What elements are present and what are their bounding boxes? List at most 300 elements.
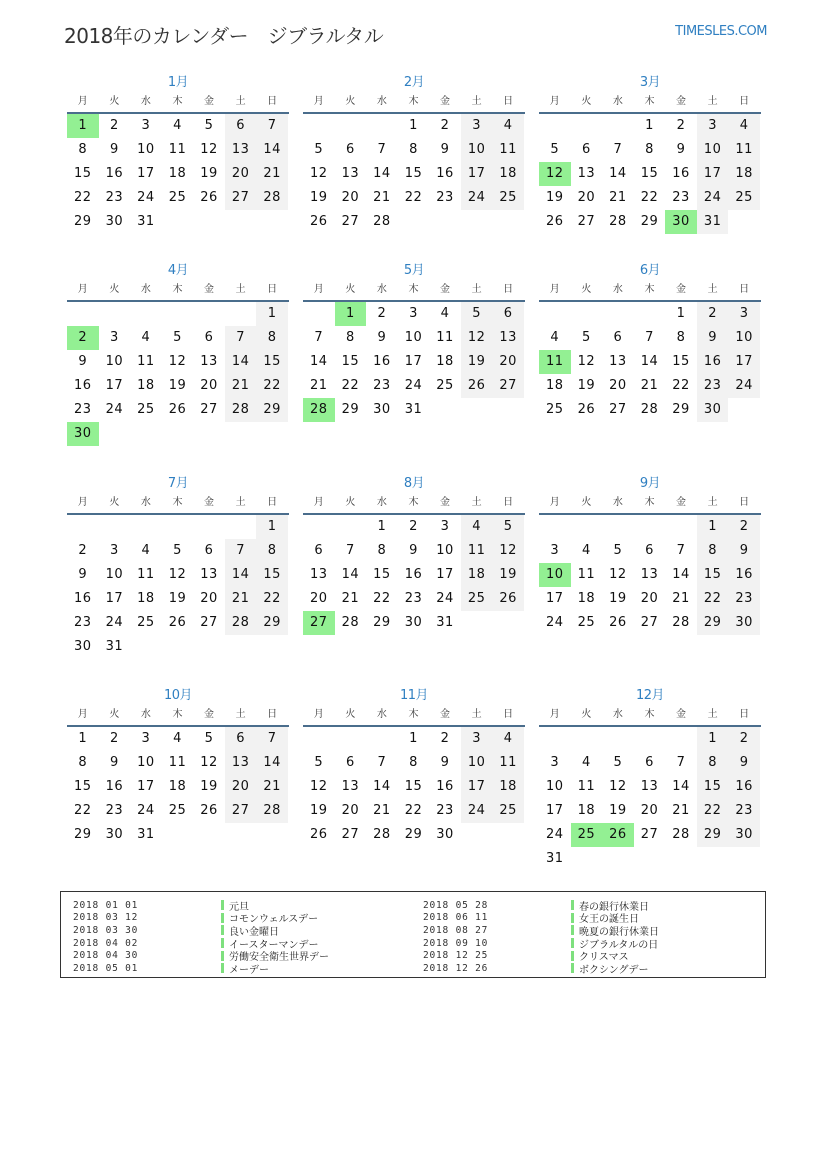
- day-cell: 13: [341, 166, 360, 181]
- day-cell: 4: [728, 114, 760, 138]
- holiday-name: 女王の誕生日: [579, 914, 639, 926]
- empty-day-cell: [256, 823, 288, 847]
- day-cell: 27: [609, 402, 627, 417]
- holiday-date: 2018 03 12: [73, 912, 139, 924]
- empty-day-cell: [634, 847, 666, 871]
- day-cell: 5: [314, 755, 324, 770]
- holiday-name: ジブラルタルの日: [579, 939, 659, 951]
- weekday-label: 月: [77, 497, 88, 508]
- weekday-label: 金: [204, 96, 215, 107]
- day-cell: 24: [436, 591, 454, 606]
- day-cell: 2: [728, 727, 760, 751]
- day-cell: 17: [728, 350, 760, 374]
- week-row: [67, 162, 289, 186]
- weekday-label: 火: [581, 497, 592, 508]
- day-cell: 12: [310, 166, 328, 181]
- month-block: [539, 475, 761, 635]
- day-cell: 8: [409, 142, 418, 157]
- day-cell: 9: [728, 751, 760, 775]
- weekday-label: 水: [376, 284, 387, 295]
- month-block: [303, 74, 525, 234]
- day-cell: 6: [613, 330, 623, 345]
- day-cell: 14: [310, 354, 328, 369]
- day-cell: 11: [436, 330, 454, 345]
- empty-day-cell: [602, 727, 634, 751]
- day-cell: 8: [256, 326, 288, 350]
- day-cell: 28: [609, 214, 627, 229]
- weekday-label: 月: [313, 284, 324, 295]
- holiday-marker: [571, 925, 574, 935]
- day-cell: 10: [105, 354, 124, 369]
- week-row: [539, 114, 761, 138]
- day-cell: 8: [256, 539, 288, 563]
- week-row: [303, 515, 525, 539]
- holiday-marker: [571, 913, 574, 923]
- weekday-label: 木: [172, 709, 183, 720]
- weekday-label: 金: [204, 284, 215, 295]
- holiday-day-cell: 27: [303, 611, 335, 635]
- site-link[interactable]: TIMESLES.COM: [675, 24, 767, 39]
- empty-day-cell: [728, 210, 760, 234]
- day-cell: 4: [581, 755, 591, 770]
- day-cell: 23: [404, 591, 423, 606]
- day-cell: 19: [168, 378, 187, 393]
- week-row: [303, 563, 525, 587]
- day-cell: 6: [492, 302, 524, 326]
- week-row: [539, 138, 761, 162]
- day-cell: 7: [377, 142, 387, 157]
- day-cell: 16: [105, 166, 124, 181]
- day-cell: 5: [492, 515, 524, 539]
- empty-day-cell: [461, 210, 493, 234]
- day-cell: 22: [256, 587, 288, 611]
- day-cell: 3: [409, 306, 418, 321]
- weekday-label: 木: [644, 96, 655, 107]
- day-cell: 27: [640, 827, 659, 842]
- empty-day-cell: [130, 422, 162, 446]
- day-cell: 6: [645, 755, 654, 770]
- day-cell: 19: [609, 591, 627, 606]
- empty-day-cell: [728, 398, 760, 422]
- day-cell: 9: [440, 142, 450, 157]
- month-block: [539, 262, 761, 422]
- day-cell: 10: [546, 779, 564, 794]
- day-cell: 9: [109, 142, 119, 157]
- day-cell: 29: [697, 823, 729, 847]
- weekday-label: 日: [739, 709, 750, 720]
- day-cell: 18: [137, 591, 155, 606]
- week-row: [67, 823, 289, 847]
- month-block: [67, 262, 289, 446]
- day-cell: 23: [373, 378, 391, 393]
- week-row: [67, 138, 289, 162]
- day-cell: 22: [341, 378, 360, 393]
- weekday-label: 月: [77, 96, 88, 107]
- holiday-day-cell: 10: [539, 563, 571, 587]
- day-cell: 4: [550, 330, 560, 345]
- day-cell: 26: [609, 615, 627, 630]
- day-cell: 8: [645, 142, 654, 157]
- empty-day-cell: [571, 515, 603, 539]
- day-cell: 26: [577, 402, 596, 417]
- empty-day-cell: [634, 727, 666, 751]
- day-cell: 4: [492, 114, 524, 138]
- day-cell: 15: [74, 779, 92, 794]
- day-cell: 12: [577, 354, 596, 369]
- day-cell: 30: [728, 823, 760, 847]
- day-cell: 21: [341, 591, 360, 606]
- day-cell: 21: [373, 803, 391, 818]
- day-cell: 29: [256, 398, 288, 422]
- holiday-date: 2018 06 11: [423, 912, 489, 924]
- holiday-day-cell: 1: [335, 302, 367, 326]
- day-cell: 24: [404, 378, 423, 393]
- day-cell: 28: [672, 615, 690, 630]
- empty-day-cell: [225, 422, 257, 446]
- empty-day-cell: [303, 114, 335, 138]
- day-cell: 1: [409, 118, 418, 133]
- day-cell: 3: [141, 118, 151, 133]
- day-cell: 31: [697, 210, 729, 234]
- day-cell: 28: [225, 611, 257, 635]
- day-cell: 4: [141, 330, 151, 345]
- empty-day-cell: [539, 114, 571, 138]
- day-cell: 17: [105, 591, 124, 606]
- day-cell: 15: [74, 166, 92, 181]
- day-cell: 24: [697, 186, 729, 210]
- day-cell: 2: [78, 543, 88, 558]
- day-cell: 13: [310, 567, 328, 582]
- day-cell: 13: [640, 779, 659, 794]
- day-cell: 20: [492, 350, 524, 374]
- day-cell: 17: [404, 354, 423, 369]
- day-cell: 16: [105, 779, 124, 794]
- day-cell: 31: [436, 615, 454, 630]
- day-cell: 27: [341, 827, 360, 842]
- day-cell: 4: [440, 306, 450, 321]
- weekday-label: 日: [503, 96, 514, 107]
- day-cell: 6: [581, 142, 591, 157]
- week-row: [539, 326, 761, 350]
- day-cell: 6: [204, 543, 214, 558]
- weekday-label: 土: [235, 96, 246, 107]
- day-cell: 30: [105, 827, 124, 842]
- day-cell: 9: [409, 543, 418, 558]
- day-cell: 3: [109, 543, 119, 558]
- day-cell: 4: [492, 727, 524, 751]
- weekday-label: 金: [440, 96, 451, 107]
- holiday-legend-column: [73, 899, 329, 975]
- day-cell: 20: [225, 162, 257, 186]
- day-cell: 31: [546, 851, 564, 866]
- week-row: [303, 326, 525, 350]
- day-cell: 3: [550, 755, 560, 770]
- day-cell: 25: [168, 803, 187, 818]
- holiday-marker: [221, 925, 224, 935]
- day-cell: 26: [546, 214, 564, 229]
- day-cell: 16: [728, 563, 760, 587]
- holiday-marker: [571, 951, 574, 961]
- day-cell: 15: [672, 354, 690, 369]
- week-row: [67, 727, 289, 751]
- weekday-header: [539, 493, 761, 515]
- week-row: [539, 587, 761, 611]
- day-cell: 21: [225, 587, 257, 611]
- day-cell: 22: [697, 799, 729, 823]
- week-row: [67, 611, 289, 635]
- holiday-legend: [60, 891, 766, 978]
- week-row: [303, 138, 525, 162]
- day-cell: 21: [310, 378, 328, 393]
- day-cell: 21: [672, 803, 690, 818]
- weekday-label: 月: [549, 284, 560, 295]
- empty-day-cell: [303, 727, 335, 751]
- empty-day-cell: [571, 302, 603, 326]
- day-cell: 29: [404, 827, 423, 842]
- empty-day-cell: [193, 635, 225, 659]
- day-cell: 8: [676, 330, 686, 345]
- day-cell: 4: [141, 543, 151, 558]
- day-cell: 20: [609, 378, 627, 393]
- month-block: [539, 74, 761, 234]
- day-cell: 26: [492, 587, 524, 611]
- weekday-label: 日: [267, 96, 278, 107]
- day-cell: 5: [173, 543, 182, 558]
- day-cell: 4: [173, 731, 182, 746]
- weekday-label: 土: [707, 497, 718, 508]
- weekday-header: [67, 705, 289, 727]
- day-cell: 27: [492, 374, 524, 398]
- day-cell: 20: [577, 190, 596, 205]
- empty-day-cell: [162, 515, 194, 539]
- day-cell: 13: [609, 354, 627, 369]
- day-cell: 6: [314, 543, 324, 558]
- weekday-header: [303, 92, 525, 114]
- weekday-header: [303, 280, 525, 302]
- day-cell: 27: [200, 402, 218, 417]
- week-row: [539, 847, 761, 871]
- day-cell: 24: [546, 615, 564, 630]
- empty-day-cell: [303, 515, 335, 539]
- day-cell: 20: [341, 190, 360, 205]
- weekday-label: 木: [172, 284, 183, 295]
- day-cell: 10: [105, 567, 124, 582]
- empty-day-cell: [429, 398, 461, 422]
- month-block: [67, 74, 289, 234]
- empty-day-cell: [256, 635, 288, 659]
- day-cell: 30: [373, 402, 391, 417]
- day-cell: 15: [404, 779, 423, 794]
- day-cell: 21: [609, 190, 627, 205]
- holiday-date: 2018 04 30: [73, 950, 139, 962]
- day-cell: 7: [225, 326, 257, 350]
- day-cell: 2: [697, 302, 729, 326]
- empty-day-cell: [256, 422, 288, 446]
- day-cell: 27: [225, 799, 257, 823]
- week-row: [539, 727, 761, 751]
- day-cell: 29: [672, 402, 690, 417]
- day-cell: 18: [577, 803, 596, 818]
- week-row: [303, 775, 525, 799]
- day-cell: 10: [404, 330, 423, 345]
- holiday-name: 元旦: [229, 901, 249, 913]
- day-cell: 15: [256, 563, 288, 587]
- day-cell: 23: [728, 799, 760, 823]
- holiday-marker: [571, 963, 574, 973]
- day-cell: 8: [78, 755, 88, 770]
- day-cell: 4: [581, 543, 591, 558]
- day-cell: 19: [310, 190, 328, 205]
- day-cell: 23: [74, 615, 92, 630]
- empty-day-cell: [728, 847, 760, 871]
- day-cell: 19: [577, 378, 596, 393]
- day-cell: 15: [697, 775, 729, 799]
- day-cell: 20: [200, 378, 218, 393]
- holiday-date: 2018 03 30: [73, 924, 139, 936]
- day-cell: 16: [74, 378, 92, 393]
- day-cell: 29: [640, 214, 659, 229]
- day-cell: 14: [225, 563, 257, 587]
- day-cell: 20: [640, 591, 659, 606]
- day-cell: 18: [137, 378, 155, 393]
- day-cell: 14: [640, 354, 659, 369]
- weekday-label: 木: [408, 709, 419, 720]
- holiday-date: 2018 12 26: [423, 962, 489, 974]
- empty-day-cell: [539, 727, 571, 751]
- weekday-label: 火: [345, 96, 356, 107]
- day-cell: 7: [676, 755, 686, 770]
- week-row: [303, 114, 525, 138]
- day-cell: 7: [225, 539, 257, 563]
- day-cell: 25: [577, 615, 596, 630]
- month-title: 10月: [163, 688, 193, 703]
- week-row: [303, 611, 525, 635]
- day-cell: 21: [256, 775, 288, 799]
- day-cell: 28: [256, 186, 288, 210]
- day-cell: 6: [204, 330, 214, 345]
- day-cell: 28: [672, 827, 690, 842]
- weekday-label: 水: [140, 497, 151, 508]
- day-cell: 11: [492, 751, 524, 775]
- holiday-day-cell: 11: [539, 350, 571, 374]
- day-cell: 5: [173, 330, 182, 345]
- empty-day-cell: [193, 422, 225, 446]
- week-row: [303, 302, 525, 326]
- weekday-label: 金: [676, 497, 687, 508]
- day-cell: 6: [225, 727, 257, 751]
- empty-day-cell: [162, 210, 194, 234]
- day-cell: 5: [204, 118, 214, 133]
- weekday-label: 木: [644, 497, 655, 508]
- holiday-name: イースターマンデー: [229, 939, 319, 951]
- day-cell: 24: [105, 402, 124, 417]
- month-block: [303, 687, 525, 847]
- day-cell: 25: [137, 402, 155, 417]
- week-row: [67, 398, 289, 422]
- weekday-label: 木: [408, 284, 419, 295]
- day-cell: 8: [78, 142, 88, 157]
- day-cell: 12: [200, 755, 218, 770]
- weekday-label: 日: [739, 96, 750, 107]
- weekday-label: 日: [739, 497, 750, 508]
- holiday-day-cell: 30: [67, 422, 99, 446]
- day-cell: 23: [728, 587, 760, 611]
- day-cell: 29: [373, 615, 391, 630]
- empty-day-cell: [665, 847, 697, 871]
- month-block: [303, 262, 525, 422]
- weekday-header: [67, 280, 289, 302]
- month-title: 9月: [639, 476, 661, 491]
- week-row: [303, 823, 525, 847]
- weekday-label: 土: [471, 497, 482, 508]
- day-cell: 12: [492, 539, 524, 563]
- week-row: [539, 775, 761, 799]
- empty-day-cell: [335, 114, 367, 138]
- day-cell: 23: [436, 803, 454, 818]
- day-cell: 16: [697, 350, 729, 374]
- month-title: 3月: [639, 75, 661, 90]
- weekday-label: 水: [376, 497, 387, 508]
- day-cell: 19: [310, 803, 328, 818]
- week-row: [539, 186, 761, 210]
- day-cell: 5: [204, 731, 214, 746]
- day-cell: 16: [728, 775, 760, 799]
- week-row: [539, 799, 761, 823]
- holiday-day-cell: 25: [571, 823, 603, 847]
- day-cell: 16: [74, 591, 92, 606]
- weekday-header: [539, 280, 761, 302]
- empty-day-cell: [130, 515, 162, 539]
- weekday-label: 土: [235, 497, 246, 508]
- day-cell: 18: [546, 378, 564, 393]
- day-cell: 1: [256, 515, 288, 539]
- week-row: [67, 539, 289, 563]
- empty-day-cell: [492, 398, 524, 422]
- day-cell: 31: [137, 827, 155, 842]
- week-row: [539, 611, 761, 635]
- day-cell: 22: [672, 378, 690, 393]
- day-cell: 17: [105, 378, 124, 393]
- day-cell: 15: [697, 563, 729, 587]
- weekday-header: [539, 705, 761, 727]
- weekday-label: 月: [77, 709, 88, 720]
- day-cell: 11: [577, 779, 596, 794]
- weekday-label: 火: [345, 497, 356, 508]
- day-cell: 2: [109, 118, 119, 133]
- day-cell: 25: [546, 402, 564, 417]
- day-cell: 1: [645, 118, 654, 133]
- day-cell: 2: [377, 306, 387, 321]
- weekday-label: 土: [235, 709, 246, 720]
- weekday-label: 日: [267, 497, 278, 508]
- day-cell: 28: [341, 615, 360, 630]
- empty-day-cell: [225, 515, 257, 539]
- day-cell: 15: [373, 567, 391, 582]
- weekday-label: 水: [140, 96, 151, 107]
- day-cell: 29: [256, 611, 288, 635]
- weekday-header: [539, 92, 761, 114]
- empty-day-cell: [429, 210, 461, 234]
- day-cell: 22: [256, 374, 288, 398]
- day-cell: 22: [404, 190, 423, 205]
- holiday-day-cell: 12: [539, 162, 571, 186]
- day-cell: 15: [640, 166, 659, 181]
- week-row: [539, 751, 761, 775]
- week-row: [67, 326, 289, 350]
- weekday-label: 火: [345, 284, 356, 295]
- day-cell: 10: [461, 138, 493, 162]
- weekday-label: 日: [503, 497, 514, 508]
